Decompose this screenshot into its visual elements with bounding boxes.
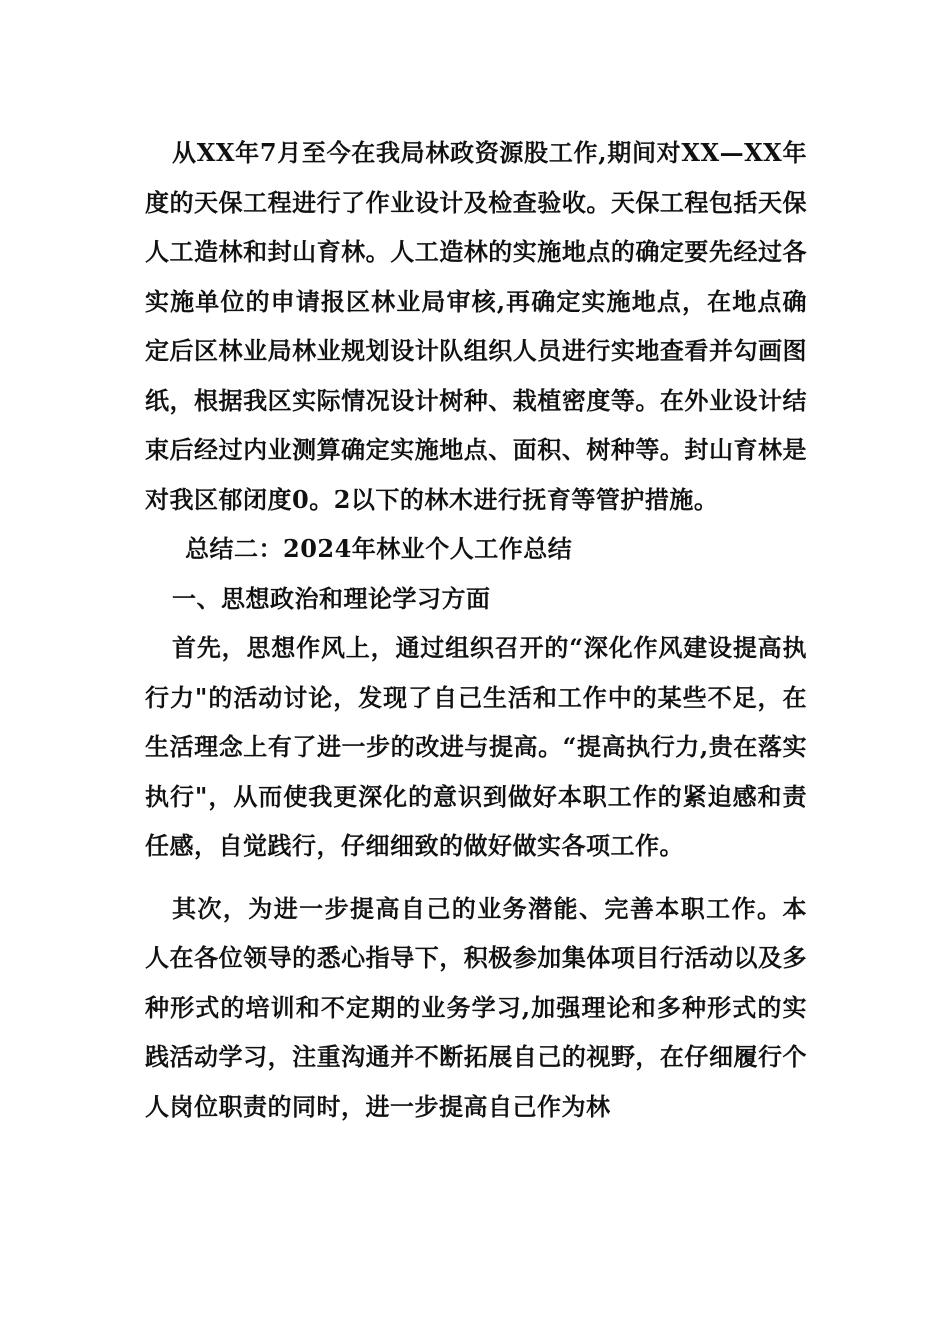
document-body [145,128,807,1131]
paragraph-tianbao-project: 从XX年7月至今在我局林政资源股工作,期间对XX—XX年度的天保工程进行了作业设计及检查验收。天保工程包括天保人工造林和封山育林。人工造林的实施地点的确定要先经过各实施单位的申请报区林业局审核,再确定实施地点，在地点确定后区林业局林业规划设计队组织人员进行实地查看并勾画图纸，根据我区实际情况设计树种、栽植密度等。在外业设计结束后经过内业测算确定实施地点、面积、树种等。封山育林是对我区郁闭度0。2以下的林木进行抚育等管护措施。 [145,138,807,514]
subsection-title-ideology: 一、思想政治和理论学习方面 [172,583,491,613]
paragraph-work-style: 首先，思想作风上，通过组织召开的“深化作风建设提高执行力"的活动讨论，发现了自己生活和工作中的某些不足，在生活理念上有了进一步的改进与提高。“提高执行力,贵在落实执行"，从而使我更深化的意识到做好本职工作的紧迫感和责任感，自觉践行，仔细细致的做好做实各项工作。 [145,633,807,860]
section-title-summary-two: 总结二：2024年林业个人工作总结 [185,534,573,563]
paragraph-professional-study: 其次，为进一步提高自己的业务潜能、完善本职工作。本人在各位领导的悉心指导下，积极参加集体项目行活动以及多种形式的培训和不定期的业务学习,加强理论和多种形式的实践活动学习，注重沟通并不断拓展自己的视野，在仔细履行个人岗位职责的同时，进一步提高自己作为林 [145,893,807,1121]
